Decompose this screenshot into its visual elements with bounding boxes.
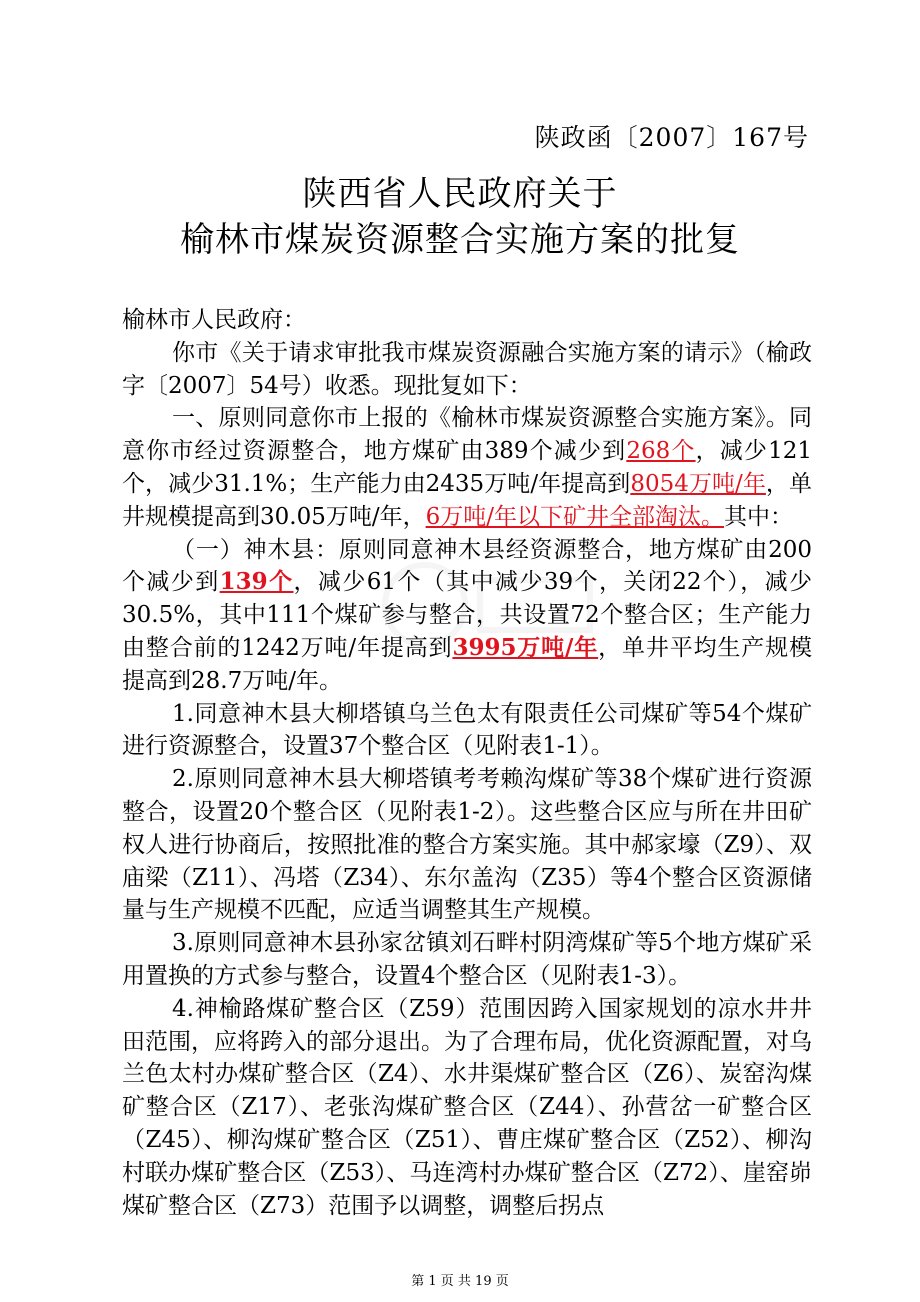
salutation: 榆林市人民政府：	[122, 307, 306, 333]
paragraph-2-text-a: 一、原则同意你市上报的《榆林市煤炭资源整合实施方案》。同意你市经过资源整合，地方煤矿由389个减少到	[122, 405, 812, 465]
paragraph-1: 你市《关于请求审批我市煤炭资源融合实施方案的请示》（榆政字〔2007〕54号）收悉。现批复如下：	[122, 339, 812, 399]
paragraph-3-text-c: ，单井平均生产规模提高到28.7万吨/年。	[122, 634, 812, 694]
paragraph-2-text-d: 其中：	[723, 503, 793, 530]
document-number: 陕政函〔2007〕167号	[534, 123, 809, 152]
paragraph-7: 4.神榆路煤矿整合区（Z59）范围因跨入国家规划的凉水井井田范围，应将跨入的部分退出。为了合理布局，优化资源配置，对乌兰色太村办煤矿整合区（Z4）、水井渠煤矿整合区（Z6）、炭窑沟煤矿整合区（Z17）、老张沟煤矿整合区（Z44）、孙营岔一矿整合区（Z45）、柳沟煤矿整合区（Z51）、曹庄煤矿整合区（Z52）、柳沟村联办煤矿整合区（Z53）、马连湾村办煤矿整合区（Z72）、崖窑峁煤矿整合区（Z73）范围予以调整，调整后拐点	[122, 995, 812, 1219]
document-body	[122, 304, 812, 1222]
highlight-3995: 3995万吨/年	[452, 633, 599, 661]
paragraph-3-text-a: （一）神木县：原则同意神木县经资源整合，地方煤矿由200个减少到	[122, 536, 812, 596]
paragraph-4: 1.同意神木县大柳塔镇乌兰色太有限责任公司煤矿等54个煤矿进行资源整合，设置37个整合区（见附表1-1）。	[122, 700, 812, 760]
highlight-eliminate: 6万吨/年以下矿井全部淘汰。	[425, 503, 724, 530]
title-line-1: 陕西省人民政府关于	[302, 174, 618, 214]
paragraph-3-text-b: ，减少61个（其中减少39个，关闭22个），减少30.5%，其中111个煤矿参与整合，共设置72个整合区；生产能力由整合前的1242万吨/年提高到	[122, 569, 813, 661]
paragraph-2-text-b: ，减少121个，减少31.1%；生产能力由2435万吨/年提高到	[122, 438, 812, 497]
paragraph-3	[122, 534, 812, 698]
highlight-8054: 8054万吨/年	[630, 470, 766, 497]
paragraph-5: 2.原则同意神木县大柳塔镇考考赖沟煤矿等38个煤矿进行资源整合，设置20个整合区（见附表1-2）。这些整合区应与所在井田矿权人进行协商后，按照批准的整合方案实施。其中郝家壕（Z9）、双庙梁（Z11）、冯塔（Z34）、东尔盖沟（Z35）等4个整合区资源储量与生产规模不匹配，应适当调整其生产规模。	[122, 766, 812, 924]
title-line-2: 榆林市煤炭资源整合实施方案的批复	[180, 220, 740, 260]
paragraph-2-text-c: ，单井规模提高到30.05万吨/年，	[122, 470, 812, 530]
page-footer: 第 1 页 共 19 页	[411, 1274, 509, 1289]
highlight-268: 268个	[626, 438, 696, 465]
highlight-139: 139个	[219, 568, 294, 596]
paragraph-2	[122, 402, 812, 533]
paragraph-6: 3.原则同意神木县孙家岔镇刘石畔村阴湾煤矿等5个地方煤矿采用置换的方式参与整合，设置4个整合区（见附表1-3）。	[122, 930, 812, 989]
